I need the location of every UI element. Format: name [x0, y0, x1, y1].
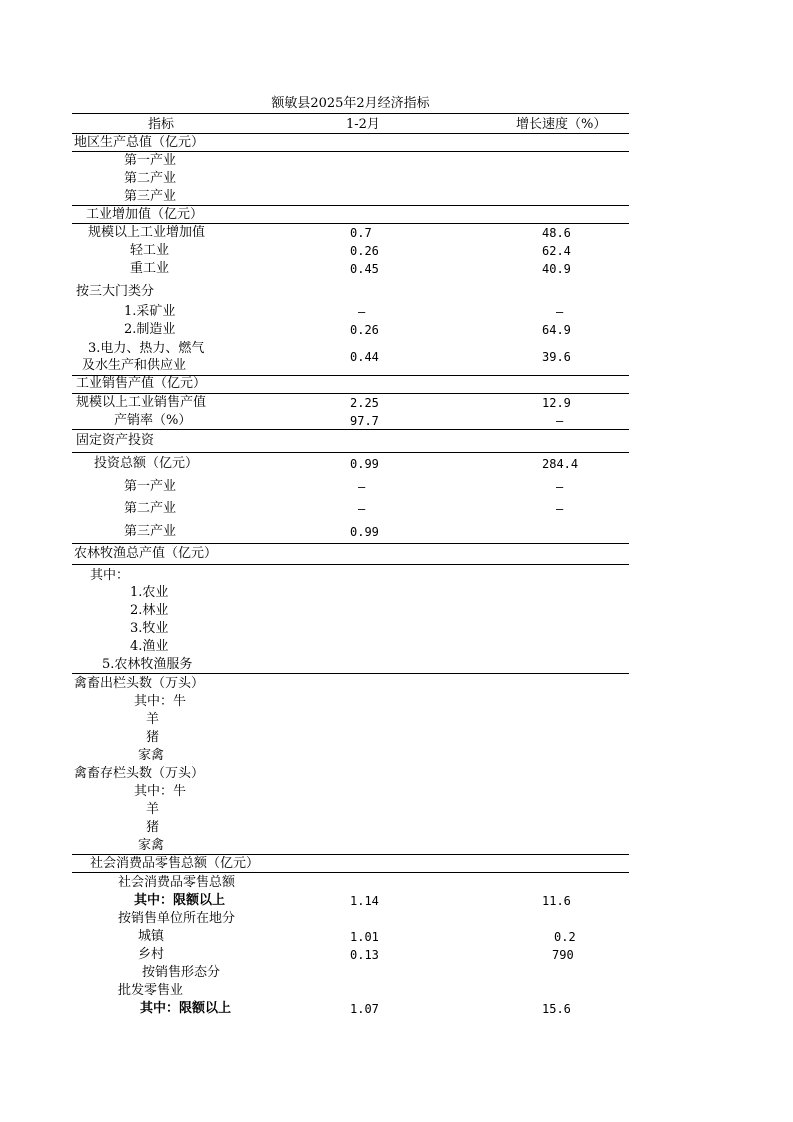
row-label: 禽畜存栏头数（万头）: [74, 766, 205, 781]
row-growth: —: [556, 480, 564, 494]
row-label: 禽畜出栏头数（万头）: [74, 676, 205, 691]
row-growth: 15.6: [542, 1002, 571, 1016]
row-label: 2.林业: [130, 603, 169, 618]
row-label: 家禽: [138, 838, 165, 853]
row-growth: 40.9: [542, 262, 571, 276]
row-label: 其中：牛: [134, 694, 187, 709]
row-label: 规模以上工业增加值: [88, 225, 206, 240]
row-value: 0.7: [350, 226, 372, 240]
row-label: 其中：限额以上: [134, 893, 226, 908]
row-value: —: [358, 480, 366, 494]
row-label: 工业增加值（亿元）: [86, 207, 204, 222]
row-value: 0.13: [350, 948, 379, 962]
row-value: 0.26: [350, 244, 379, 258]
row-label: 第二产业: [124, 171, 177, 186]
row-label: 第一产业: [124, 153, 177, 168]
row-value: 0.45: [350, 262, 379, 276]
row-label: 羊: [146, 712, 160, 727]
row-label: 第三产业: [124, 524, 177, 539]
section-rule: [72, 429, 629, 430]
row-label: 产销率（%）: [114, 413, 192, 428]
row-label: 第二产业: [124, 501, 177, 516]
row-value: 97.7: [350, 414, 379, 428]
row-label: 按销售单位所在地分: [118, 911, 236, 926]
row-growth: 64.9: [542, 323, 571, 337]
row-value: —: [358, 305, 366, 319]
section-rule: [72, 543, 629, 544]
row-growth: 284.4: [542, 457, 579, 471]
row-label: 1.农业: [130, 585, 169, 600]
row-value: 2.25: [350, 396, 379, 410]
row-label: 投资总额（亿元）: [94, 456, 199, 471]
row-label: 乡村: [138, 947, 165, 962]
row-label: 批发零售业: [118, 983, 184, 998]
section-rule: [72, 872, 629, 873]
section-rule: [72, 452, 629, 453]
row-value: 1.07: [350, 1002, 379, 1016]
row-label: 按销售形态分: [142, 965, 221, 980]
row-label: 工业销售产值（亿元）: [76, 376, 207, 391]
row-label: 及水生产和供应业: [82, 358, 187, 373]
row-label: 1.采矿业: [124, 304, 176, 319]
row-value: 0.99: [350, 457, 379, 471]
table-title: 额敏县2025年2月经济指标: [271, 96, 430, 111]
row-label: 轻工业: [130, 243, 170, 258]
row-label: 猪: [146, 730, 160, 745]
row-growth: 11.6: [542, 894, 571, 908]
row-label: 农林牧渔总产值（亿元）: [74, 546, 218, 561]
row-label: 3.牧业: [130, 621, 169, 636]
row-growth: 0.2: [554, 930, 576, 944]
row-label: 社会消费品零售总额: [118, 875, 236, 890]
row-growth: 48.6: [542, 226, 571, 240]
row-label: 按三大门类分: [76, 284, 155, 299]
row-growth: 790: [552, 948, 574, 962]
row-label: 其中：限额以上: [140, 1001, 232, 1016]
row-label: 其中：: [90, 568, 130, 583]
row-value: 0.99: [350, 525, 379, 539]
row-label: 第三产业: [124, 189, 177, 204]
row-value: 1.14: [350, 894, 379, 908]
row-label: 5.农林牧渔服务: [102, 657, 193, 672]
row-growth: —: [556, 502, 564, 516]
row-growth: 12.9: [542, 396, 571, 410]
row-label: 地区生产总值（亿元）: [74, 135, 205, 150]
row-value: 1.01: [350, 930, 379, 944]
section-rule: [72, 673, 629, 674]
row-label: 其中：牛: [134, 784, 187, 799]
row-label: 第一产业: [124, 479, 177, 494]
row-growth: —: [556, 305, 564, 319]
row-value: —: [358, 502, 366, 516]
row-label: 3.电力、热力、燃气: [88, 341, 205, 356]
row-value: 0.26: [350, 323, 379, 337]
row-label: 家禽: [138, 748, 165, 763]
row-value: 0.44: [350, 350, 379, 364]
row-growth: 62.4: [542, 244, 571, 258]
row-label: 城镇: [138, 929, 165, 944]
row-growth: —: [556, 414, 564, 428]
header-top-rule: [72, 113, 629, 114]
header-growth: 增长速度（%）: [516, 117, 607, 132]
row-label: 规模以上工业销售产值: [76, 395, 207, 410]
row-label: 重工业: [130, 261, 170, 276]
header-indicator: 指标: [148, 117, 175, 132]
row-label: 猪: [146, 820, 160, 835]
row-label: 固定资产投资: [76, 433, 155, 448]
row-growth: 39.6: [542, 350, 571, 364]
row-label: 羊: [146, 802, 160, 817]
section-rule: [72, 564, 629, 565]
row-label: 4.渔业: [130, 639, 169, 654]
row-label: 2.制造业: [124, 322, 176, 337]
row-label: 社会消费品零售总额（亿元）: [90, 856, 260, 871]
header-period: 1-2月: [346, 117, 380, 132]
